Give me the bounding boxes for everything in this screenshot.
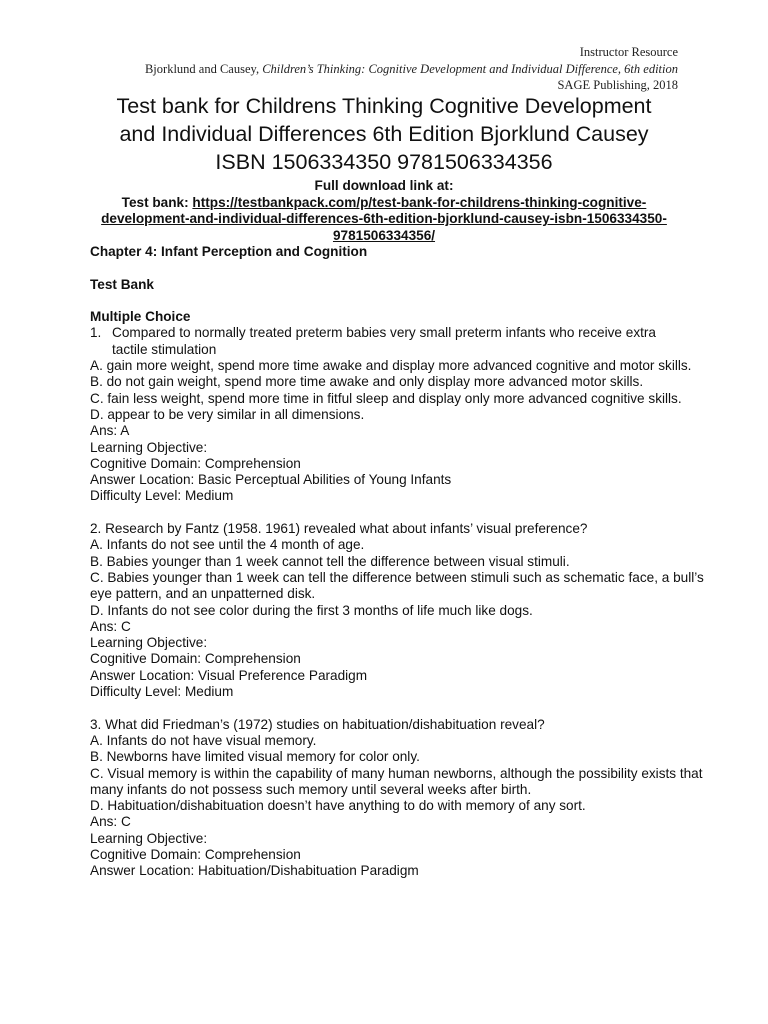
question-1-stem <box>90 325 710 358</box>
question-2 <box>90 521 710 700</box>
question-2-answer: Ans: C <box>90 618 131 634</box>
question-1-stem-line-1: Compared to normally treated preterm babies very small preterm infants who receive extra <box>112 325 656 341</box>
question-3-objective: Learning Objective: <box>90 830 208 846</box>
question-2-objective: Learning Objective: <box>90 635 208 651</box>
question-3-option-b: B. Newborns have limited visual memory for color only. <box>90 749 420 765</box>
header-publisher: SAGE Publishing, 2018 <box>557 78 678 92</box>
question-3-location: Answer Location: Habituation/Dishabituation Paradigm <box>90 863 419 879</box>
question-3-option-c: C. Visual memory is within the capability of many human newborns, although the possibility exists that many infants do not possess such memory until several weeks after birth. <box>90 765 703 797</box>
question-1-option-d: D. appear to be very similar in all dimensions. <box>90 406 365 422</box>
question-3-domain: Cognitive Domain: Comprehension <box>90 846 301 862</box>
question-1-option-c: C. fain less weight, spend more time in fitful sleep and display only more advanced cognitive skills. <box>90 390 682 406</box>
header-citation <box>145 61 678 78</box>
question-1-number: 1. <box>90 325 102 341</box>
header-book-title: Children’s Thinking: Cognitive Development and Individual Difference, 6th edition <box>262 61 678 76</box>
download-prefix: Test bank: <box>121 194 193 210</box>
question-3-answer: Ans: C <box>90 814 131 830</box>
question-1-answer: Ans: A <box>90 423 130 439</box>
document-body <box>90 244 710 880</box>
question-3-stem: 3. What did Friedman’s (1972) studies on habituation/dishabituation reveal? <box>90 716 545 732</box>
question-2-option-b: B. Babies younger than 1 week cannot tell the difference between visual stimuli. <box>90 553 570 569</box>
question-1-option-a: A. gain more weight, spend more time awake and display more advanced cognitive and motor skills. <box>90 358 692 374</box>
section-heading: Test Bank <box>90 276 154 292</box>
question-2-domain: Cognitive Domain: Comprehension <box>90 651 301 667</box>
download-link-part-3[interactable]: 9781506334356/ <box>332 227 436 243</box>
question-2-stem: 2. Research by Fantz (1958. 1961) revealed what about infants’ visual preference? <box>90 521 588 537</box>
header-authors: Bjorklund and Causey, <box>144 61 263 76</box>
question-1 <box>90 325 710 504</box>
question-3 <box>90 717 710 880</box>
download-heading: Full download link at: <box>314 178 454 193</box>
chapter-heading: Chapter 4: Infant Perception and Cognition <box>90 244 368 259</box>
question-3-option-a: A. Infants do not have visual memory. <box>90 732 317 748</box>
download-section <box>60 178 708 244</box>
title-line-3: ISBN 1506334350 9781506334356 <box>215 150 553 174</box>
download-line-3 <box>60 228 708 245</box>
header-resource: Instructor Resource <box>579 45 678 59</box>
question-1-difficulty: Difficulty Level: Medium <box>90 488 234 504</box>
question-1-domain: Cognitive Domain: Comprehension <box>90 455 301 471</box>
question-3-option-d: D. Habituation/dishabituation doesn’t have anything to do with memory of any sort. <box>90 798 586 814</box>
download-line-2 <box>60 211 708 228</box>
question-1-stem-line-2: tactile stimulation <box>112 341 217 357</box>
subsection-heading: Multiple Choice <box>90 309 191 325</box>
document-title <box>50 92 718 176</box>
title-line-1: Test bank for Childrens Thinking Cognitive Development <box>116 94 652 118</box>
question-2-option-a: A. Infants do not see until the 4 month of age. <box>90 537 365 553</box>
question-2-location: Answer Location: Visual Preference Paradigm <box>90 667 368 683</box>
title-line-2: and Individual Differences 6th Edition Bjorklund Causey <box>119 122 649 146</box>
question-1-location: Answer Location: Basic Perceptual Abilities of Young Infants <box>90 472 452 488</box>
question-1-option-b: B. do not gain weight, spend more time awake and only display more advanced motor skills. <box>90 374 644 390</box>
question-1-objective: Learning Objective: <box>90 439 208 455</box>
download-link-part-2[interactable]: development-and-individual-differences-6th-edition-bjorklund-causey-isbn-1506334350- <box>101 211 667 226</box>
question-2-option-c: C. Babies younger than 1 week can tell the difference between stimuli such as schematic face, a bull’s eye pattern, and an unpatterned disk. <box>90 569 704 602</box>
page-header <box>145 44 678 94</box>
download-line-1 <box>60 195 708 212</box>
question-2-option-d: D. Infants do not see color during the first 3 months of life much like dogs. <box>90 602 533 618</box>
download-link-part-1[interactable]: https://testbankpack.com/p/test-bank-for-childrens-thinking-cognitive- <box>192 194 647 210</box>
question-2-difficulty: Difficulty Level: Medium <box>90 684 234 700</box>
